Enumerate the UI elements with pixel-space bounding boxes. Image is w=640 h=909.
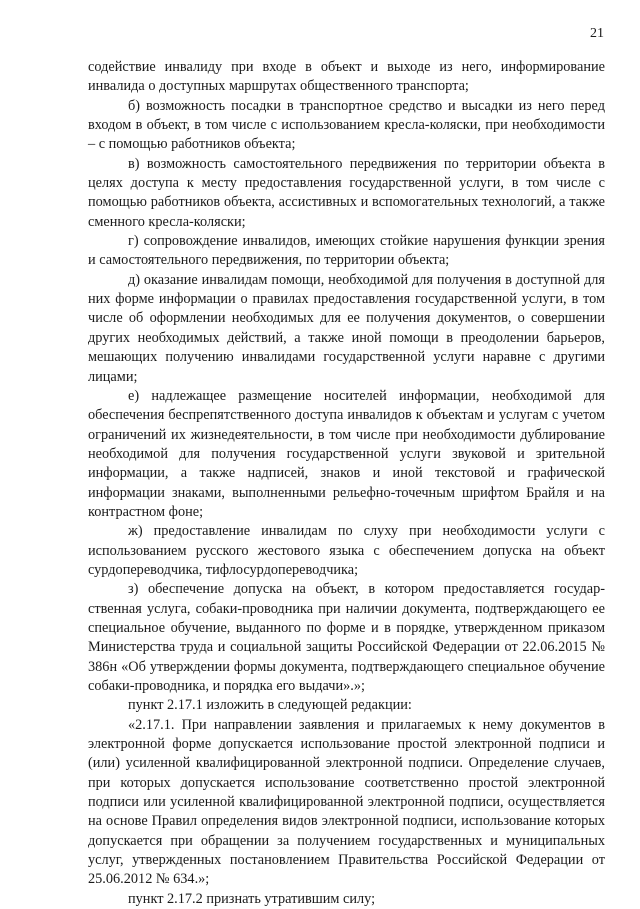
paragraph-clause-2-17-1: «2.17.1. При направлении заявления и прилагаемых к нему документов в электронной форме допускается использование простой электронной подписи и (или) усиленной квалифицированной электронной подписи. Определение случаев, при которых допускается использование соответственно простой электронной подписи или усиленной квалифицированной электронной подписи, осуществляется на основе Правил определения видов электронной подписи, использование которых допускается при обращении за получением государственных и муниципальных услуг, утвержденных постановлением Правительства Российской Федерации от 25.06.2012 № 634.»; <box>88 716 605 888</box>
paragraph-amend-2-17-1: пункт 2.17.1 изложить в следующей редакции: <box>128 697 412 714</box>
page-number: 21 <box>590 26 604 41</box>
paragraph-item-g: г) сопровождение инвалидов, имеющих стойкие нарушения функции зрения и самостоятельного передвижения, по территории объекта; <box>88 233 605 269</box>
paragraph-item-zh: ж) предоставление инвалидам по слуху при необходимости услуги с использованием русского жестового языка с обеспечением допуска на объект сурдопереводчика, тифлосурдопереводчика; <box>88 523 605 578</box>
paragraph-item-v: в) возможность самостоятельного передвижения по территории объекта в целях доступа к месту предоставления государственной услуги, в том числе с помощью работников объекта, ассистивных и вспомогательных технологий, а также сменного кресла-коляски; <box>88 155 605 230</box>
paragraph-continuation: содействие инвалиду при входе в объект и выходе из него, информирование инвалида о доступных маршрутах общественного транспорта; <box>88 59 605 95</box>
paragraph-repeal-2-17-2: пункт 2.17.2 признать утратившим силу; <box>128 890 376 907</box>
paragraph-item-e: е) надлежащее размещение носителей информации, необходимой для обеспечения беспрепятственного доступа инвалидов к объектам и услугам с учетом ограничений их жизнедеятельности, в том числе при необходимости дублирование необходимой для получения государственной услуги звуковой и зрительной информации, а также надписей, знаков и иной текстовой и графической информации знаками, выполненными рельефно-точечным шрифтом Брайля и на контрастном фоне; <box>88 387 605 520</box>
paragraph-item-b: б) возможность посадки в транспортное средство и высадки из него перед входом в объект, в том числе с использованием кресла-коляски, при необходимости – с помощью работников объекта; <box>88 97 605 153</box>
paragraph-item-d: д) оказание инвалидам помощи, необходимой для получения в доступной для них форме информации о правилах предоставления государственной услуги, в том числе об оформлении необходимых для ее получения документов, о совершении других необходимых действий, а также иной помощи в преодолении барьеров, мешающих получению инвалидами государственной услуги наравне с другими лицами; <box>88 271 605 385</box>
paragraph-item-z: з) обеспечение допуска на объект, в котором предоставляется государственная услуга, собаки-проводника при наличии документа, подтверждающего ее специальное обучение, выданного по форме и в порядке, утвержденном приказом Министерства труда и социальной защиты Российской Федерации от 22.06.2015 № 386н «Об утверждении формы документа, подтверждающего специальное обучение собаки-проводника, и порядка его выдачи».»; <box>88 581 605 694</box>
document-body <box>88 58 605 909</box>
